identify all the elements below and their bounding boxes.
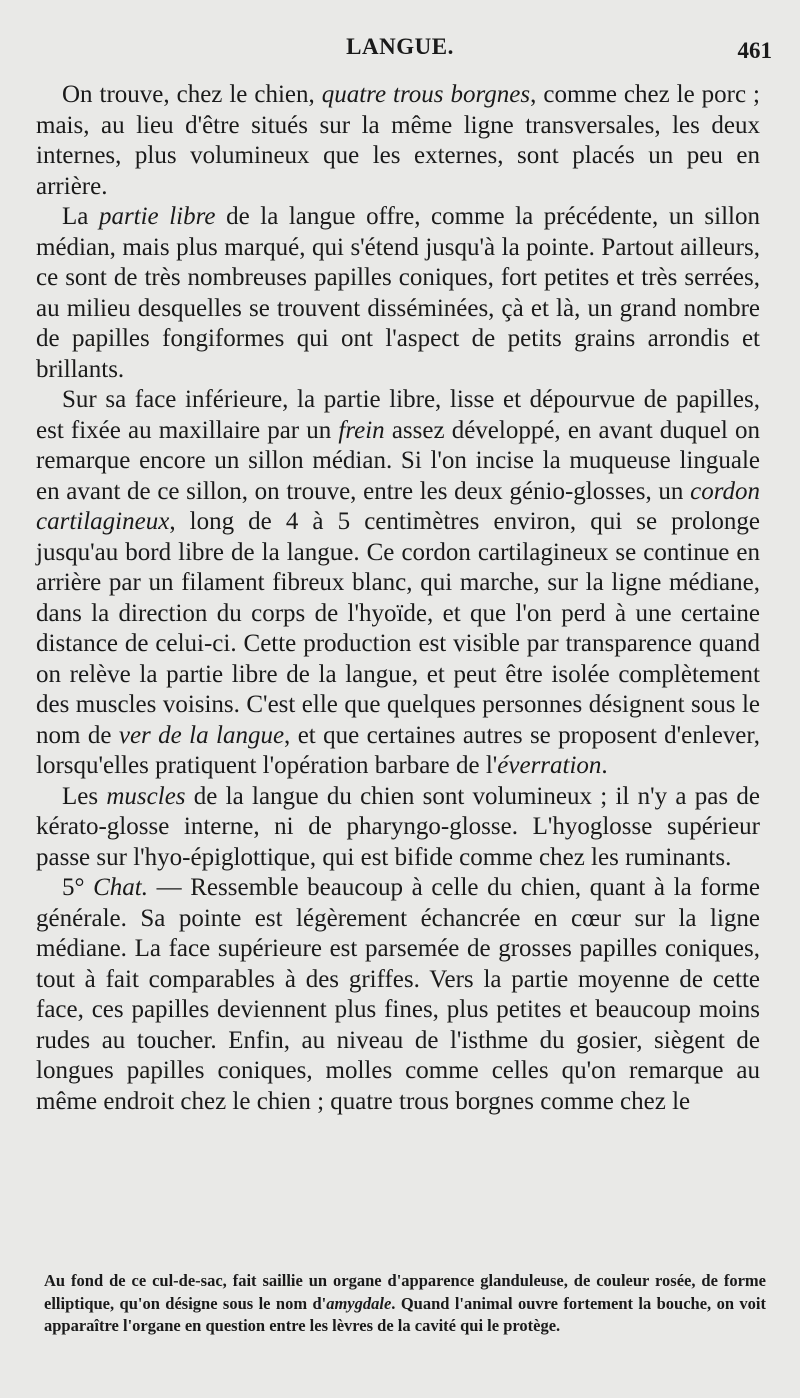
paragraph-4	[36, 782, 760, 874]
italic-term: éverration	[497, 752, 602, 779]
text-run: , long de 4 à 5 centimètres environ, qui se prolonge jusqu'au bord libre de la langue. Ce cordon cartilagineux se continue en arrière par un filament fibreux blanc, qui marche, sur la ligne médiane, dans la direction du corps de l'hyoïde, et que l'on perd à une certaine distance de celui-ci. Cette production est visible par transparence quand on relève la partie libre de la langue, et peut être isolée complètement des muscles voisins. C'est elle que quelques personnes désignent sous le nom de	[36, 508, 760, 749]
text-run: Les	[62, 782, 107, 810]
italic-term: amygdale	[326, 1293, 392, 1313]
text-run: , et que certaines autres se proposent d'enlever, lorsqu'elles pratiquent l'opération barbare de l'	[36, 721, 760, 779]
paragraph-2	[36, 202, 760, 385]
running-header	[0, 30, 800, 62]
text-run: Au fond de ce cul-de-sac, fait saillie un organe d'apparence glanduleuse, de couleur rosée, de forme elliptique, qu'on désigne sous le nom d'	[44, 1271, 766, 1313]
paragraph-5	[36, 873, 760, 1117]
text-run: . Quand l'animal ouvre fortement la bouche, on voit apparaître l'organe en question entre les lèvres de la cavité qui le protège.	[44, 1293, 766, 1335]
footnote	[44, 1270, 766, 1338]
italic-term: ver de la langue	[118, 721, 285, 749]
paragraph-1	[36, 80, 760, 202]
text-run: La	[62, 203, 99, 230]
text-run: — Ressemble beaucoup à celle du chien, quant à la forme générale. Sa pointe est légèrement échancrée en cœur sur la ligne médiane. La face supérieure est parsemée de grosses papilles coniques, tout à fait comparables à des griffes. Vers la partie moyenne de cette face, ces papilles deviennent plus fines, plus petites et beaucoup moins rudes au toucher. Enfin, au niveau de l'isthme du gosier, siègent de longues papilles coniques, molles comme celles qu'on remarque au même endroit chez le chien ; quatre trous borgnes comme chez le	[36, 874, 760, 1115]
text-run: 5°	[62, 874, 94, 901]
italic-term: cordon cartilagineux	[36, 477, 760, 535]
text-run: , comme chez le porc ; mais, au lieu d'être situés sur la même ligne transversales, les deux internes, plus volumineux que les externes, sont placés un peu en arrière.	[36, 81, 760, 200]
italic-term: frein	[338, 416, 385, 444]
text-run: On trouve, chez le chien,	[62, 81, 322, 108]
text-run: .	[601, 752, 608, 779]
paragraph-3	[36, 385, 760, 782]
main-text	[36, 80, 760, 1117]
italic-term: quatre trous borgnes	[321, 81, 531, 108]
italic-term: partie libre	[98, 203, 216, 230]
text-run: de la langue offre, comme la précédente, un sillon médian, mais plus marqué, qui s'étend jusqu'à la pointe. Partout ailleurs, ce sont de très nombreuses papilles coniques, fort petites et très serrées, au milieu desquelles se trouvent disséminées, çà et là, un grand nombre de papilles fongiformes qui ont l'aspect de petits grains arrondis et brillants.	[36, 203, 760, 383]
text-run: assez développé, en avant duquel on remarque encore un sillon médian. Si l'on incise la muqueuse linguale en avant de ce sillon, on trouve, entre les deux génio-glosses, un	[36, 416, 760, 505]
italic-term: muscles	[106, 782, 186, 810]
text-run: de la langue du chien sont volumineux ; il n'y a pas de kérato-glosse interne, ni de pharyngo-glosse. L'hyoglosse supérieur passe sur l'hyo-épiglottique, qui est bifide comme chez les ruminants.	[36, 782, 760, 871]
running-title: LANGUE.	[346, 34, 454, 59]
text-run: Sur sa face inférieure, la partie libre, lisse et dépourvue de papilles, est fixée au maxillaire par un	[36, 386, 760, 444]
italic-term: Chat.	[93, 874, 148, 901]
page-number: 461	[737, 38, 772, 63]
